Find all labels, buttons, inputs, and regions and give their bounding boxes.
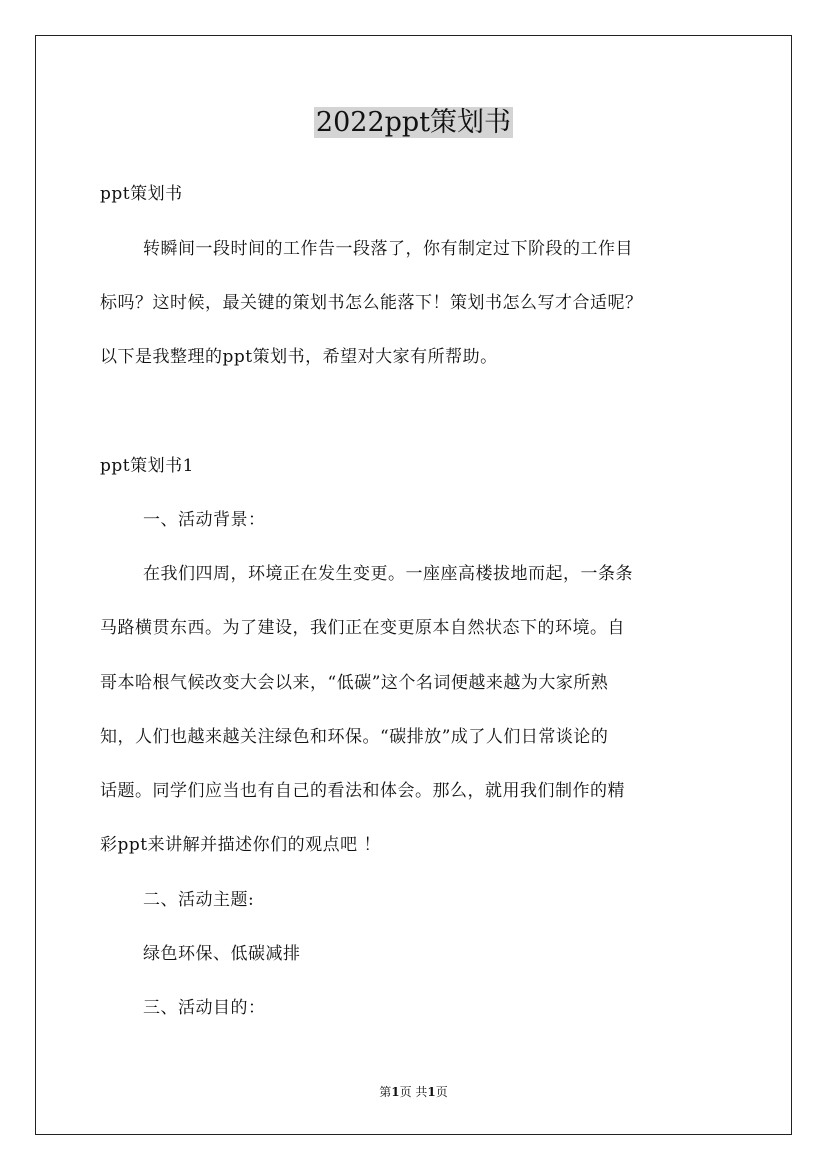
intro-line-2: 标吗？这时候，最关键的策划书怎么能落下！策划书怎么写才合适呢？ bbox=[100, 293, 643, 313]
intro-heading: ppt策划书 bbox=[100, 184, 183, 204]
background-heading: 一、活动背景： bbox=[143, 510, 266, 530]
background-line-2: 马路横贯东西。为了建设，我们正在变更原本自然状态下的环境。自 bbox=[100, 618, 625, 638]
document-title bbox=[0, 104, 827, 142]
intro-line-3: 以下是我整理的ppt策划书，希望对大家有所帮助。 bbox=[100, 347, 498, 367]
background-line-3: 哥本哈根气候改变大会以来，“低碳”这个名词便越来越为大家所熟 bbox=[100, 673, 609, 693]
theme-heading: 二、活动主题: bbox=[143, 890, 255, 910]
theme-text: 绿色环保、低碳减排 bbox=[143, 944, 301, 964]
footer-middle: 页 共 bbox=[399, 1085, 428, 1099]
footer-end: 页 bbox=[435, 1085, 448, 1099]
page-footer bbox=[0, 1083, 827, 1101]
goal-heading: 三、活动目的： bbox=[143, 998, 266, 1018]
intro-line-1: 转瞬间一段时间的工作告一段落了，你有制定过下阶段的工作目 bbox=[143, 239, 633, 259]
footer-page-number: 1 bbox=[391, 1085, 400, 1099]
background-line-1: 在我们四周，环境正在发生变更。一座座高楼拔地而起，一条条 bbox=[143, 564, 633, 584]
background-line-6: 彩ppt来讲解并描述你们的观点吧 ！ bbox=[100, 835, 381, 855]
footer-page-total: 1 bbox=[427, 1085, 436, 1099]
background-line-5: 话题。同学们应当也有自己的看法和体会。那么，就用我们制作的精 bbox=[100, 781, 625, 801]
section-heading: ppt策划书1 bbox=[100, 456, 194, 476]
document-title-text: 2022ppt策划书 bbox=[315, 107, 512, 138]
background-line-4: 知，人们也越来越关注绿色和环保。“碳排放”成了人们日常谈论的 bbox=[100, 727, 609, 747]
footer-prefix: 第 bbox=[379, 1085, 392, 1099]
